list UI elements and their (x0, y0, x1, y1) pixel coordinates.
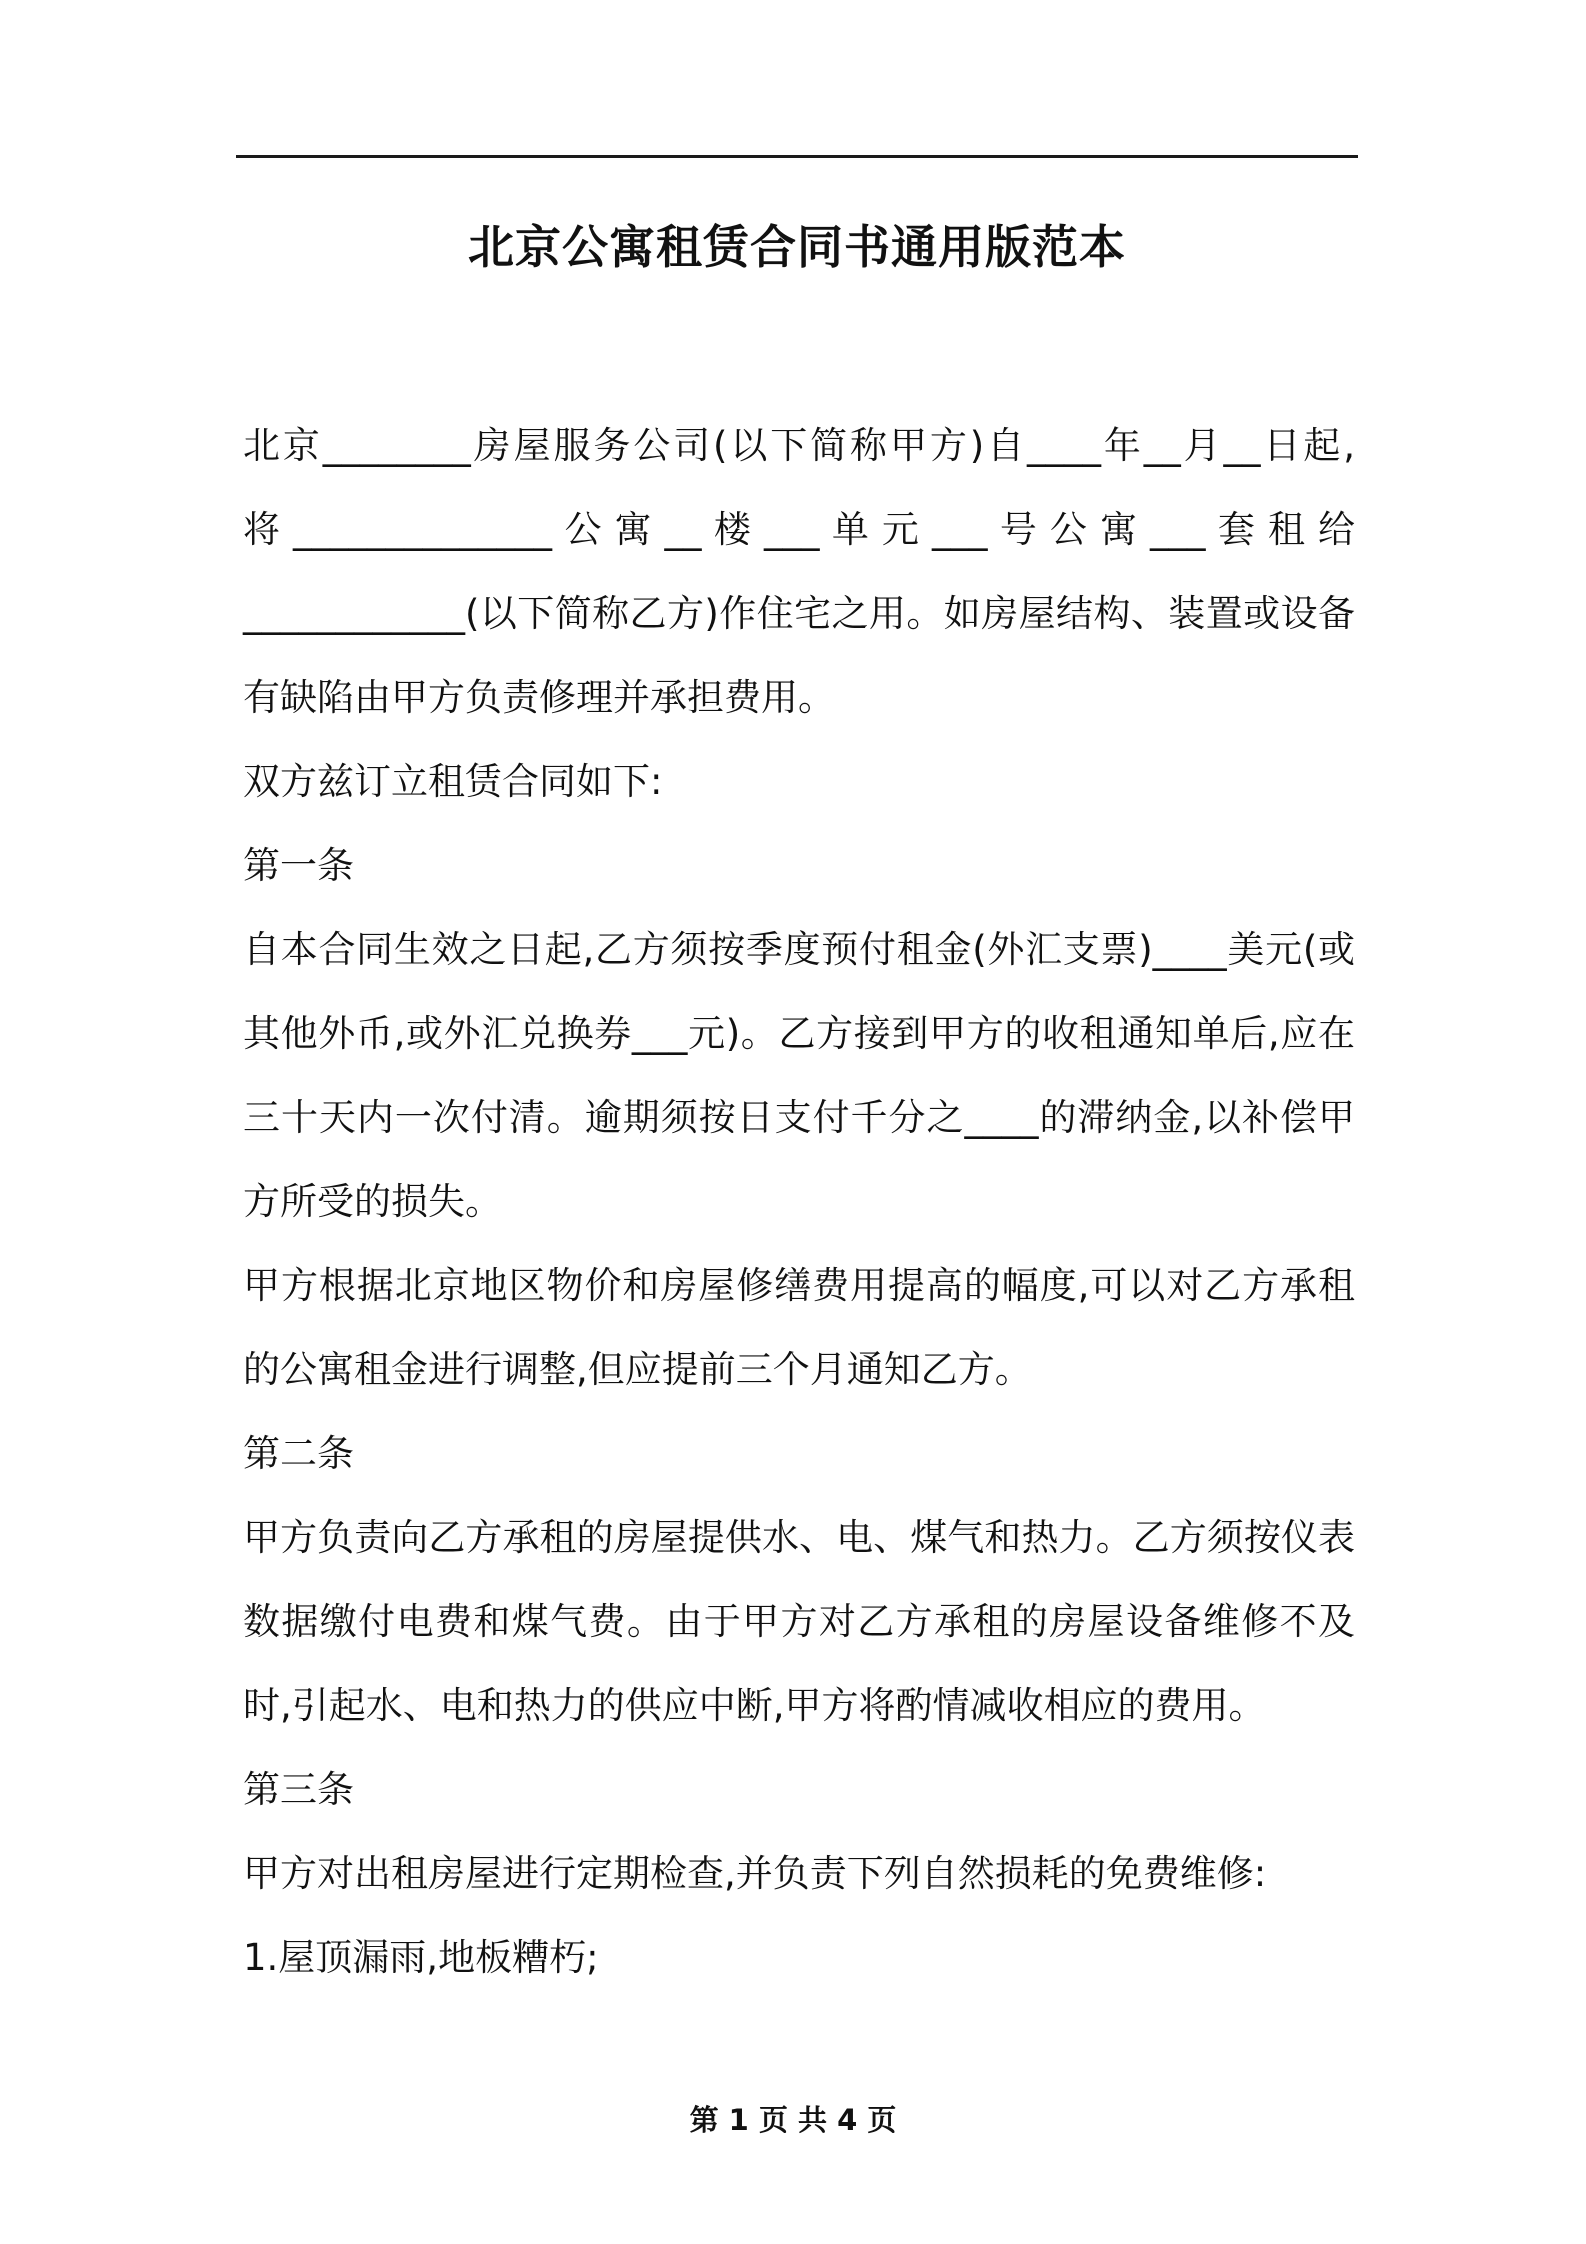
header-rule (236, 155, 1358, 158)
article-heading: 第二条 (243, 1432, 354, 1475)
body-line: 的公寓租金进行调整,但应提前三个月通知乙方。 (243, 1348, 1032, 1391)
article-heading: 第一条 (243, 844, 354, 887)
body-line: 北京________房屋服务公司(以下简称甲方)自____年__月__日起, (243, 424, 1355, 467)
page-number: 第 1 页 共 4 页 (689, 2103, 897, 2137)
body-line: ____________(以下简称乙方)作住宅之用。如房屋结构、装置或设备 (243, 592, 1355, 635)
body-line: 有缺陷由甲方负责修理并承担费用。 (243, 676, 835, 719)
document-body (243, 404, 1355, 2000)
body-line: 自本合同生效之日起,乙方须按季度预付租金(外汇支票)____美元(或 (243, 928, 1355, 971)
body-line: 时,引起水、电和热力的供应中断,甲方将酌情减收相应的费用。 (243, 1684, 1266, 1727)
body-line: 三十天内一次付清。逾期须按日支付千分之____的滞纳金,以补偿甲 (243, 1096, 1355, 1139)
body-line: 甲方负责向乙方承租的房屋提供水、电、煤气和热力。乙方须按仪表 (243, 1516, 1355, 1559)
body-line: 其他外币,或外汇兑换券___元)。乙方接到甲方的收租通知单后,应在 (243, 1012, 1355, 1055)
body-line: 数据缴付电费和煤气费。由于甲方对乙方承租的房屋设备维修不及 (243, 1600, 1355, 1643)
document-title: 北京公寓租赁合同书通用版范本 (468, 220, 1126, 274)
body-line: 方所受的损失。 (243, 1180, 502, 1223)
body-line: 甲方根据北京地区物价和房屋修缮费用提高的幅度,可以对乙方承租 (243, 1264, 1355, 1307)
list-item: 1.屋顶漏雨,地板糟朽; (243, 1936, 599, 1979)
body-line: 甲方对出租房屋进行定期检查,并负责下列自然损耗的免费维修: (243, 1852, 1267, 1895)
body-line: 双方兹订立租赁合同如下: (243, 760, 663, 803)
body-line: 将 ______________ 公 寓 __ 楼 ___ 单 元 ___ 号 公 寓 ___ 套 租 给 (243, 508, 1355, 551)
article-heading: 第三条 (243, 1768, 354, 1811)
